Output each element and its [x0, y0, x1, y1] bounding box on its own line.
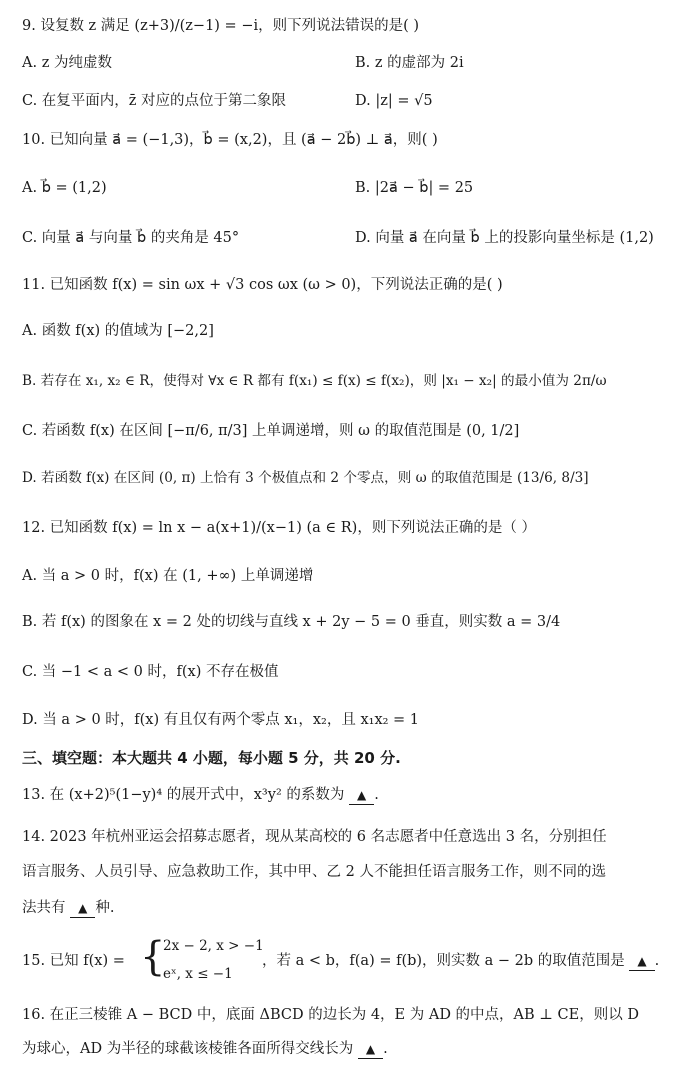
q15-prefix: 15. 已知 f(x) = — [22, 953, 125, 969]
q15-rest — [262, 951, 659, 971]
q12-option-d: D. 当 a > 0 时，f(x) 有且仅有两个零点 x₁，x₂，且 x₁x₂ = 1 — [22, 712, 420, 728]
q13-text: 13. 在 (x+2)⁵(1−y)⁴ 的展开式中，x³y² 的系数为 — [22, 787, 345, 803]
q15-brace-icon: { — [140, 934, 166, 980]
q13 — [22, 785, 379, 805]
q15-case1: 2x − 2, x > −1 — [163, 938, 264, 954]
q9-option-d: D. |z| = √5 — [355, 93, 433, 109]
q15-answer-blank[interactable]: ▲ — [629, 952, 654, 971]
q16-answer-blank[interactable]: ▲ — [358, 1040, 383, 1059]
q11-option-b: B. 若存在 x₁, x₂ ∈ R，使得对 ∀x ∈ R 都有 f(x₁) ≤ f(x) ≤ f(x₂)，则 |x₁ − x₂| 的最小值为 2π/ω — [22, 373, 607, 389]
q14-line3 — [22, 898, 114, 918]
q14-answer-blank[interactable]: ▲ — [70, 899, 95, 918]
q12-stem: 12. 已知函数 f(x) = ln x − a(x+1)/(x−1) (a ∈ R)，则下列说法正确的是（ ） — [22, 520, 536, 536]
q12-option-c: C. 当 −1 < a < 0 时，f(x) 不存在极值 — [22, 664, 279, 680]
q10-option-b: B. |2a⃗ − b⃗| = 25 — [355, 180, 474, 196]
q14-end: 种. — [95, 900, 115, 916]
q11-option-c: C. 若函数 f(x) 在区间 [−π/6, π/3] 上单调递增，则 ω 的取值范围是 (0, 1/2] — [22, 423, 520, 439]
q10-stem: 10. 已知向量 a⃗ = (−1,3)，b⃗ = (x,2)，且 (a⃗ − 2b⃗) ⊥ a⃗，则( ) — [22, 132, 438, 148]
q9-option-b: B. z 的虚部为 2i — [355, 55, 464, 71]
q10-option-d: D. 向量 a⃗ 在向量 b⃗ 上的投影向量坐标是 (1,2) — [355, 230, 654, 246]
q9-stem: 9. 设复数 z 满足 (z+3)/(z−1) = −i，则下列说法错误的是( ) — [22, 18, 420, 34]
q14-line1: 14. 2023 年杭州亚运会招募志愿者，现从某高校的 6 名志愿者中任意选出 3 名，分别担任 — [22, 829, 607, 845]
q16-text: 为球心，AD 为半径的球截该棱锥各面所得交线长为 — [22, 1041, 354, 1057]
q12-option-b: B. 若 f(x) 的图象在 x = 2 处的切线与直线 x + 2y − 5 = 0 垂直，则实数 a = 3/4 — [22, 614, 561, 630]
q16-end: . — [383, 1041, 388, 1057]
section-title: 三、填空题：本大题共 4 小题，每小题 5 分，共 20 分. — [22, 749, 401, 767]
q9-option-c: C. 在复平面内，z̄ 对应的点位于第二象限 — [22, 93, 287, 109]
q10-option-c: C. 向量 a⃗ 与向量 b⃗ 的夹角是 45° — [22, 230, 240, 246]
q11-stem: 11. 已知函数 f(x) = sin ωx + √3 cos ωx (ω > 0)，下列说法正确的是( ) — [22, 277, 503, 293]
q14-line2: 语言服务、人员引导、应急救助工作，其中甲、乙 2 人不能担任语言服务工作，则不同的选 — [22, 864, 606, 880]
q16-line2 — [22, 1039, 388, 1059]
q15-end: . — [654, 953, 660, 969]
q9-option-a: A. z 为纯虚数 — [22, 55, 112, 71]
q15-text: ，若 a < b，f(a) = f(b)，则实数 a − 2b 的取值范围是 — [262, 953, 625, 969]
q15-case2: eˣ, x ≤ −1 — [163, 966, 233, 982]
q16-line1: 16. 在正三棱锥 A − BCD 中，底面 ΔBCD 的边长为 4，E 为 AD 的中点，AB ⊥ CE，则以 D — [22, 1007, 639, 1023]
q12-option-a: A. 当 a > 0 时，f(x) 在 (1, +∞) 上单调递增 — [22, 568, 314, 584]
q11-option-a: A. 函数 f(x) 的值域为 [−2,2] — [22, 323, 214, 339]
q11-option-d: D. 若函数 f(x) 在区间 (0, π) 上恰有 3 个极值点和 2 个零点，则 ω 的取值范围是 (13/6, 8/3] — [22, 470, 589, 486]
q14-text: 法共有 — [22, 900, 66, 916]
q13-answer-blank[interactable]: ▲ — [349, 786, 374, 805]
q10-option-a: A. b⃗ = (1,2) — [22, 180, 107, 196]
q13-end: . — [374, 787, 379, 803]
